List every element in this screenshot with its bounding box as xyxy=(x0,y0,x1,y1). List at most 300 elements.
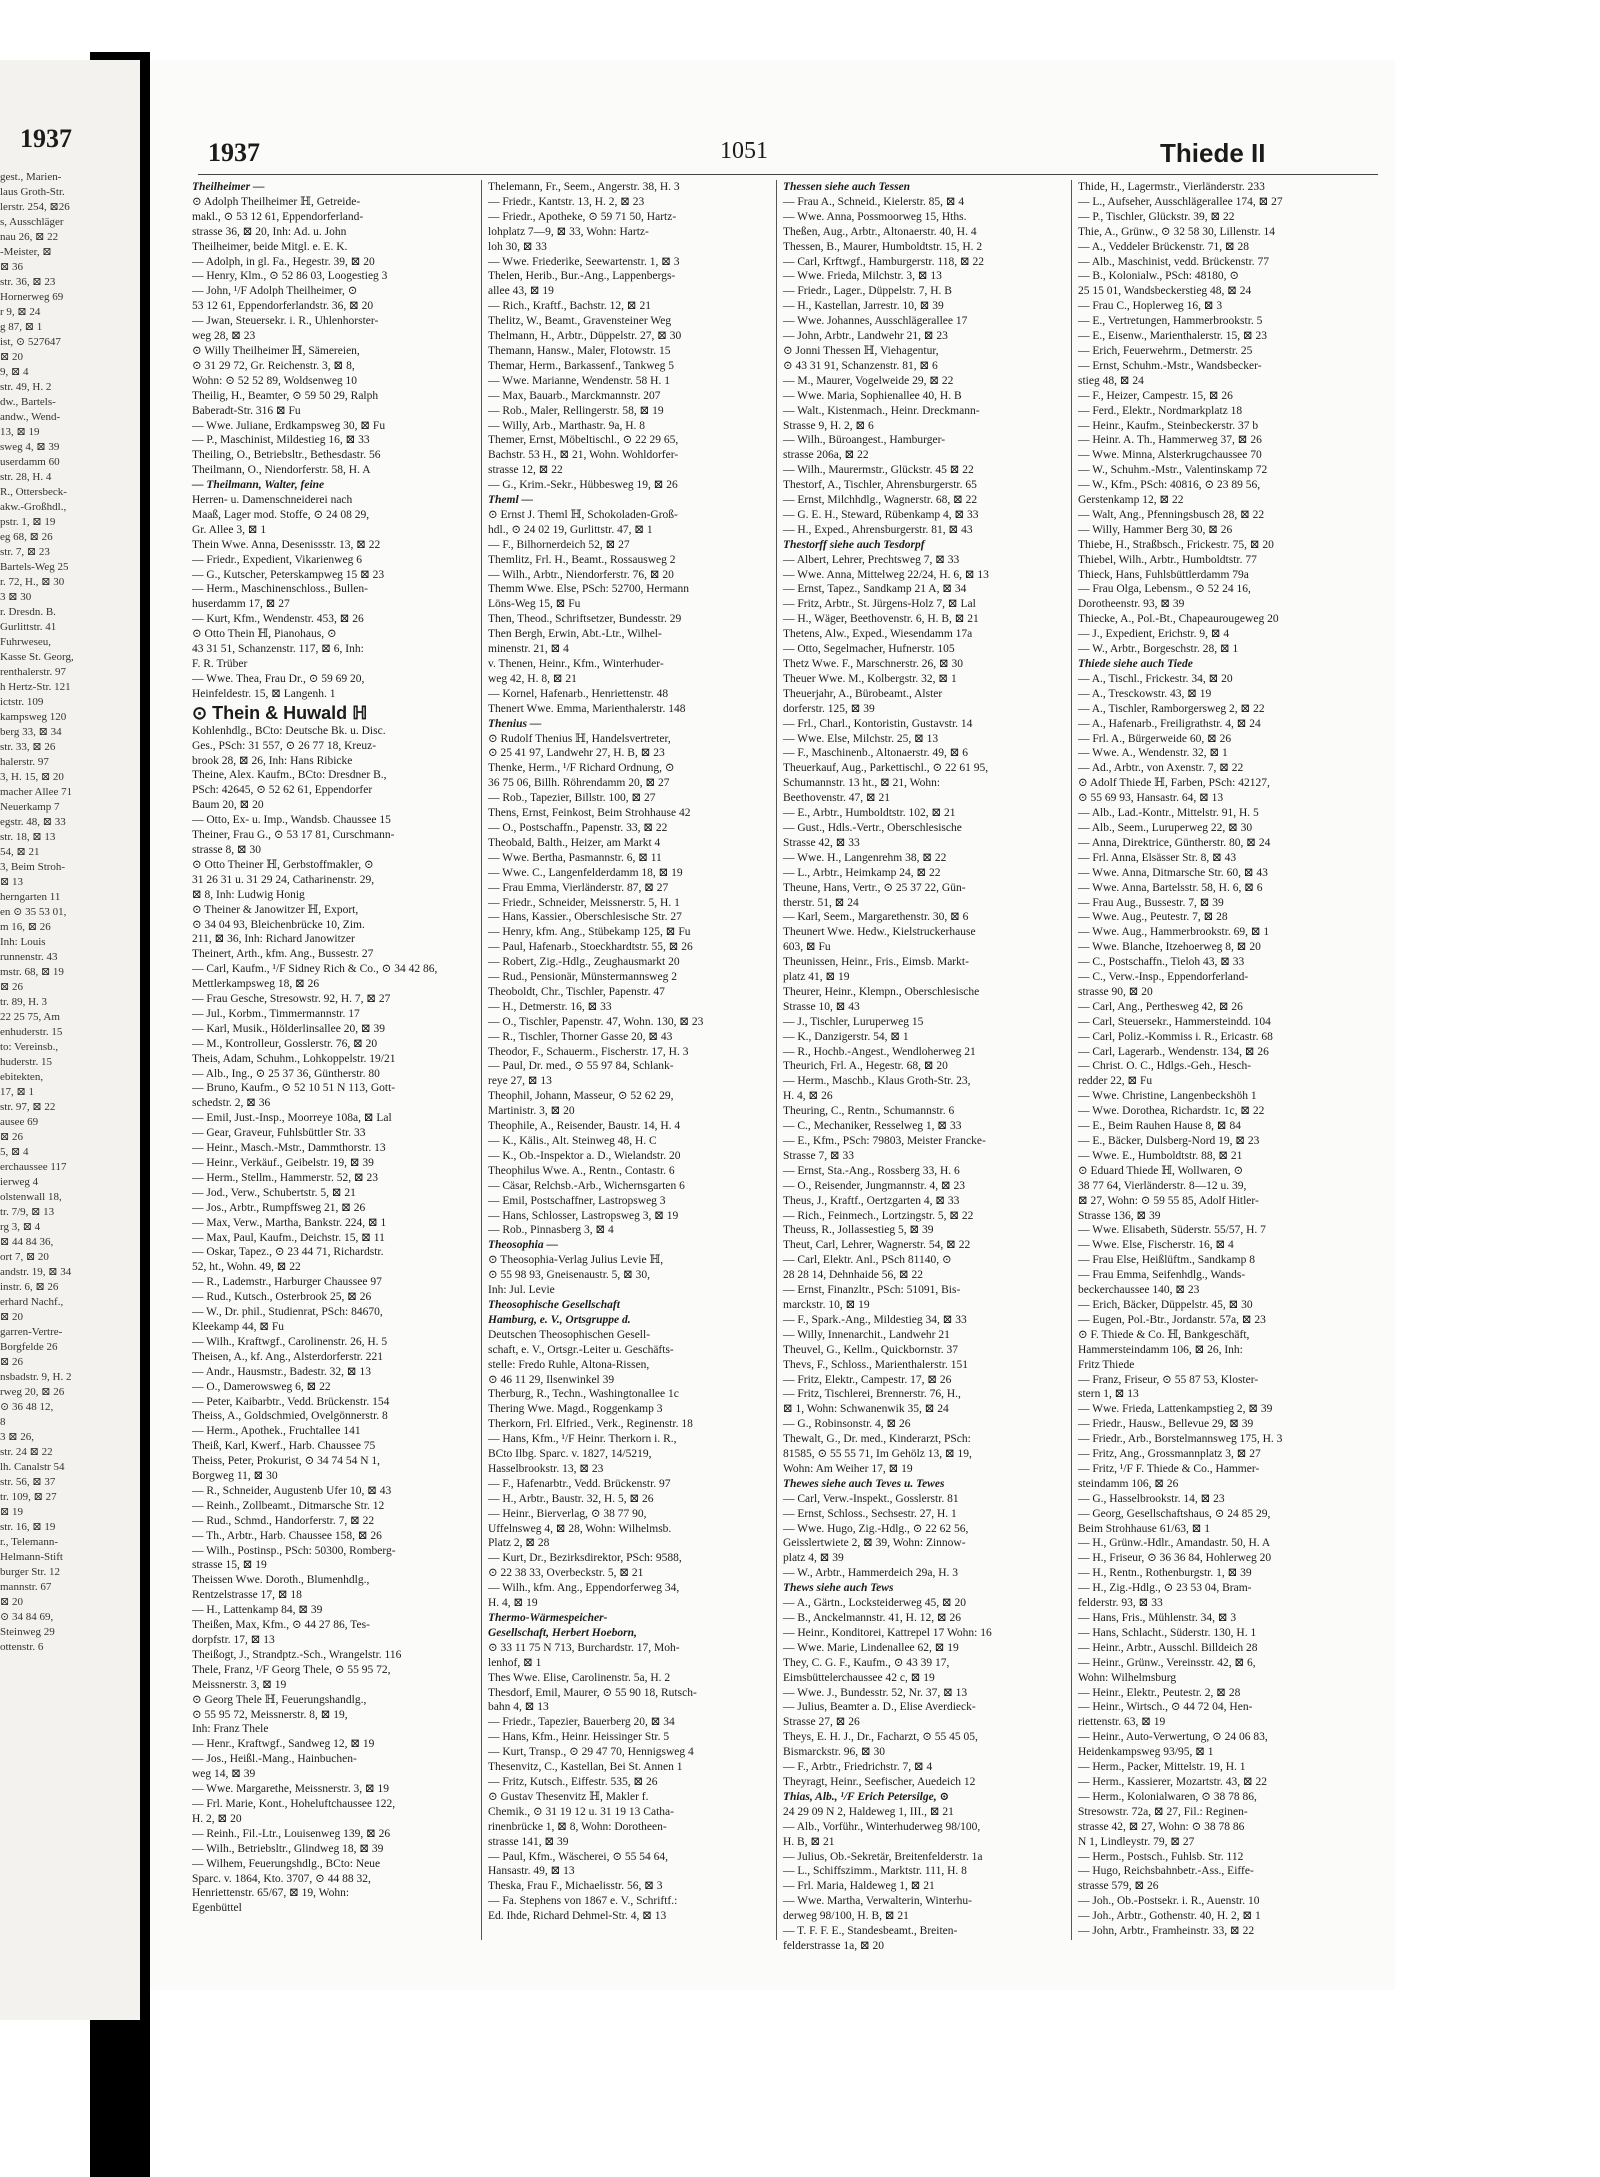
directory-entry: 53 12 61, Eppendorferlandstr. 36, ⊠ 20 xyxy=(192,300,374,313)
fragment-line: r. Dresdn. B. xyxy=(0,606,56,618)
directory-entry: — F., Heizer, Campestr. 15, ⊠ 26 xyxy=(1078,389,1233,402)
directory-entry: — Karl, Musik., Hölderlinsallee 20, ⊠ 39 xyxy=(192,1022,385,1035)
directory-entry: ⊙ 34 04 93, Bleichenbrücke 10, Zim. xyxy=(192,918,365,931)
directory-entry: — Wilh., Kraftwgf., Carolinenstr. 26, H. 5 xyxy=(192,1335,388,1348)
directory-entry: — Frau C., Hoplerweg 16, ⊠ 3 xyxy=(1078,300,1223,313)
directory-entry: — Wilh., Betriebsltr., Glindweg 18, ⊠ 39 xyxy=(192,1842,384,1855)
directory-entry: beckerchaussee 140, ⊠ 23 xyxy=(1078,1284,1200,1297)
fragment-line: str. 28, H. 4 xyxy=(0,471,52,483)
directory-entry: Therburg, R., Techn., Washingtonallee 1c xyxy=(488,1388,679,1401)
directory-entry: — Wwe. Anna, Possmoorweg 15, Hths. xyxy=(783,210,967,223)
directory-entry: — A., Veddeler Brückenstr. 71, ⊠ 28 xyxy=(1078,240,1250,253)
directory-entry: — John, Arbtr., Landwehr 21, ⊠ 23 xyxy=(783,330,948,343)
directory-entry: Borgweg 11, ⊠ 30 xyxy=(192,1470,278,1483)
directory-entry: — K., Danzigerstr. 54, ⊠ 1 xyxy=(783,1030,909,1043)
directory-entry: — Albert, Lehrer, Prechtsweg 7, ⊠ 33 xyxy=(783,553,960,566)
directory-entry: — W., Arbtr., Hammerdeich 29a, H. 3 xyxy=(783,1567,959,1580)
directory-entry: — Fritz, Arbtr., St. Jürgens-Holz 7, ⊠ Lal xyxy=(783,598,976,611)
directory-entry: derweg 98/100, H. B, ⊠ 21 xyxy=(783,1910,909,1923)
fragment-line: mstr. 68, ⊠ 19 xyxy=(0,966,64,978)
directory-entry: strasse 206a, ⊠ 22 xyxy=(783,449,869,462)
fragment-line: 13, ⊠ 19 xyxy=(0,426,40,438)
directory-entry: Beethovenstr. 47, ⊠ 21 xyxy=(783,792,891,805)
directory-entry: strasse 90, ⊠ 20 xyxy=(1078,985,1153,998)
directory-entry: H. 2, ⊠ 20 xyxy=(192,1812,242,1825)
directory-entry: — Friedr., Schneider, Meissnerstr. 5, H. 1 xyxy=(488,896,680,909)
directory-entry: — Ernst, Schloss., Sechsestr. 27, H. 1 xyxy=(783,1507,957,1520)
directory-entry: They, C. G. F., Kaufm., ⊙ 43 39 17, xyxy=(783,1656,950,1669)
fragment-line: ⊙ 36 48 12, xyxy=(0,1401,54,1413)
directory-entry: platz 41, ⊠ 19 xyxy=(783,971,850,984)
directory-entry: — Carl, Ang., Perthesweg 42, ⊠ 26 xyxy=(1078,1000,1243,1013)
directory-entry: — Friedr., Hausw., Bellevue 29, ⊠ 39 xyxy=(1078,1418,1254,1431)
directory-entry: Chemik., ⊙ 31 19 12 u. 31 19 13 Catha- xyxy=(488,1805,674,1818)
directory-entry: — Wwe. Hugo, Zig.-Hdlg., ⊙ 22 62 56, xyxy=(783,1522,969,1535)
directory-entry: — Erich, Feuerwehrm., Detmerstr. 25 xyxy=(1078,344,1253,357)
directory-entry: ⊙ Eduard Thiede ℍ, Wollwaren, ⊙ xyxy=(1078,1164,1244,1177)
header-rule xyxy=(198,174,1378,175)
fragment-line: ⊠ 26 xyxy=(0,1131,23,1143)
directory-entry: — Kurt, Kfm., Wendenstr. 453, ⊠ 26 xyxy=(192,613,364,626)
directory-entry: — Herm., Kassierer, Mozartstr. 43, ⊠ 22 xyxy=(1078,1775,1267,1788)
fragment-line: ⊠ 13 xyxy=(0,876,23,888)
fragment-line: 3 ⊠ 30 xyxy=(0,591,32,603)
directory-columns xyxy=(186,180,1366,1952)
directory-entry: Gerstenkamp 12, ⊠ 22 xyxy=(1078,494,1184,507)
directory-entry: — Cäsar, Relchsb.-Arb., Wichernsgarten 6 xyxy=(488,1179,685,1192)
fragment-line: nsbadstr. 9, H. 2 xyxy=(0,1371,72,1383)
directory-entry: 28 28 14, Dehnhaide 56, ⊠ 22 xyxy=(783,1269,923,1282)
directory-entry: PSch: 42645, ⊙ 52 62 61, Eppendorfer xyxy=(192,784,373,797)
directory-entry: Then, Theod., Schriftsetzer, Bundesstr. 29 xyxy=(488,613,682,626)
directory-entry: Mettlerkampsweg 18, ⊠ 26 xyxy=(192,978,320,991)
directory-entry: Meissnerstr. 3, ⊠ 19 xyxy=(192,1678,287,1691)
fragment-line: halerstr. 97 xyxy=(0,756,49,768)
fragment-line: 9, ⊠ 4 xyxy=(0,366,29,378)
directory-entry: — Hans, Kassier., Oberschlesische Str. 27 xyxy=(488,911,682,924)
directory-entry: — H., Wäger, Beethovenstr. 6, H. B, ⊠ 21 xyxy=(783,613,979,626)
fragment-line: en ⊙ 35 53 01, xyxy=(0,906,67,918)
fragment-line: str. 16, ⊠ 19 xyxy=(0,1521,56,1533)
directory-entry: — Heinr., Konditorei, Kattrepel 17 Wohn: 16 xyxy=(783,1626,992,1639)
directory-column-4 xyxy=(1071,180,1362,1940)
directory-entry: H. 4, ⊠ 19 xyxy=(488,1597,538,1610)
fragment-line: andstr. 19, ⊠ 34 xyxy=(0,1266,72,1278)
directory-entry: — Carl, Krftwgf., Hamburgerstr. 118, ⊠ 22 xyxy=(783,255,984,268)
directory-entry: Thestorf, A., Tischler, Ahrensburgerstr. 65 xyxy=(783,479,977,492)
directory-entry: — Ernst, Sta.-Ang., Rossberg 33, H. 6 xyxy=(783,1164,960,1177)
page-year: 1937 xyxy=(208,138,260,167)
directory-entry: Thiebe, H., Straßbsch., Frickestr. 75, ⊠ 20 xyxy=(1078,538,1274,551)
fragment-line: tr. 89, H. 3 xyxy=(0,996,48,1008)
fragment-line: Bartels-Weg 25 xyxy=(0,561,69,573)
directory-entry: — Friedr., Apotheke, ⊙ 59 71 50, Hartz- xyxy=(488,210,677,223)
directory-entry: Strasse 7, ⊠ 33 xyxy=(783,1149,854,1162)
directory-entry: Thes Wwe. Elise, Carolinenstr. 5a, H. 2 xyxy=(488,1671,671,1684)
directory-entry: — Jwan, Steuersekr. i. R., Uhlenhorster- xyxy=(192,315,379,328)
running-head: Thiede II xyxy=(1160,138,1266,168)
directory-entry: — Herm., Maschinenschloss., Bullen- xyxy=(192,583,368,596)
directory-entry: Themlitz, Frl. H., Beamt., Rossausweg 2 xyxy=(488,553,676,566)
directory-entry: — Fritz, ¹/F F. Thiede & Co., Hammer- xyxy=(1078,1462,1260,1475)
directory-entry: Thesenvitz, C., Kastellan, Bei St. Annen 1 xyxy=(488,1761,683,1774)
directory-entry: 52, ht., Wohn. 49, ⊠ 22 xyxy=(192,1261,301,1274)
directory-entry: — Henr., Kraftwgf., Sandweg 12, ⊠ 19 xyxy=(192,1738,375,1751)
directory-entry: Strasse 27, ⊠ 26 xyxy=(783,1716,860,1729)
directory-entry: Strasse 136, ⊠ 39 xyxy=(1078,1209,1161,1222)
fragment-line: 8 xyxy=(0,1416,6,1428)
directory-entry: steindamm 106, ⊠ 26 xyxy=(1078,1477,1179,1490)
fragment-line: ort 7, ⊠ 20 xyxy=(0,1251,49,1263)
directory-entry: — Fritz, Tischlerei, Brennerstr. 76, H., xyxy=(783,1388,961,1401)
directory-entry: — Rich., Feinmech., Lortzingstr. 5, ⊠ 22 xyxy=(783,1209,974,1222)
directory-entry: — Frau Gesche, Stresowstr. 92, H. 7, ⊠ 27 xyxy=(192,993,391,1006)
directory-entry: — Wilh., Arbtr., Niendorferstr. 76, ⊠ 20 xyxy=(488,568,674,581)
directory-entry: — Wwe. Frieda, Milchstr. 3, ⊠ 13 xyxy=(783,270,942,283)
fragment-line: ierweg 4 xyxy=(0,1176,39,1188)
directory-entry: Strasse 42, ⊠ 33 xyxy=(783,836,860,849)
directory-entry: — H., Grünw.-Hdlr., Amandastr. 50, H. A xyxy=(1078,1537,1271,1550)
directory-entry: — J., Expedient, Erichstr. 9, ⊠ 4 xyxy=(1078,628,1230,641)
directory-entry: — Herm., Stellm., Hammerstr. 52, ⊠ 23 xyxy=(192,1171,378,1184)
directory-entry: Then Bergh, Erwin, Abt.-Ltr., Wilhel- xyxy=(488,628,662,641)
directory-entry: strasse 8, ⊠ 30 xyxy=(192,843,262,856)
directory-entry: Thewalt, G., Dr. med., Kinderarzt, PSch: xyxy=(783,1433,971,1446)
directory-entry: — C., Verw.-Insp., Eppendorferland- xyxy=(1078,971,1249,984)
directory-entry: Thie, A., Grünw., ⊙ 32 58 30, Lillenstr. 14 xyxy=(1078,225,1276,238)
directory-entry: — Frl. A., Bürgerweide 60, ⊠ 26 xyxy=(1078,732,1232,745)
directory-entry: — Carl, Elektr. Anl., PSch 81140, ⊙ xyxy=(783,1254,952,1267)
directory-entry: — E., Arbtr., Humboldtstr. 102, ⊠ 21 xyxy=(783,807,956,820)
directory-entry: Themann, Hansw., Maler, Flotowstr. 15 xyxy=(488,344,671,357)
directory-entry: Theunert Wwe. Hedw., Kielstruckerhause xyxy=(783,926,976,939)
directory-entry: — K., Ob.-Inspektor a. D., Wielandstr. 20 xyxy=(488,1149,681,1162)
fragment-line: m 16, ⊠ 26 xyxy=(0,921,51,933)
directory-entry: Inh: Jul. Levie xyxy=(488,1284,555,1297)
fragment-line: rweg 20, ⊠ 26 xyxy=(0,1386,65,1398)
fragment-line: -Meister, ⊠ xyxy=(0,246,52,258)
directory-entry: Theys, E. H. J., Dr., Facharzt, ⊙ 55 45 05, xyxy=(783,1731,978,1744)
fragment-line: nau 26, ⊠ 22 xyxy=(0,231,59,243)
directory-entry: — Henry, Klm., ⊙ 52 86 03, Loogestieg 3 xyxy=(192,270,388,283)
directory-entry: — Wwe. Maria, Sophienallee 40, H. B xyxy=(783,389,962,402)
fragment-line: pstr. 1, ⊠ 19 xyxy=(0,516,56,528)
directory-entry: — Walt., Kistenmach., Heinr. Dreckmann- xyxy=(783,404,980,417)
directory-entry: loh 30, ⊠ 33 xyxy=(488,240,547,253)
fragment-line: ⊠ 19 xyxy=(0,1506,23,1518)
directory-entry: — Wwe. Minna, Alsterkrugchaussee 70 xyxy=(1078,449,1262,462)
directory-entry: — W., Arbtr., Borgeschstr. 28, ⊠ 1 xyxy=(1078,643,1239,656)
directory-entry: — Frl. Maria, Haldeweg 1, ⊠ 21 xyxy=(783,1880,935,1893)
directory-entry: — Rob., Maler, Rellingerstr. 58, ⊠ 19 xyxy=(488,404,664,417)
directory-entry: Thenke, Herm., ¹/F Richard Ordnung, ⊙ xyxy=(488,762,675,775)
directory-entry: Ed. Ihde, Richard Dehmel-Str. 4, ⊠ 13 xyxy=(488,1910,667,1923)
directory-entry: Thide, H., Lagermstr., Vierländerstr. 233 xyxy=(1078,181,1265,193)
directory-entry: dorferstr. 125, ⊠ 39 xyxy=(783,702,875,715)
directory-entry: Theska, Frau F., Michaelisstr. 56, ⊠ 3 xyxy=(488,1880,663,1893)
fragment-line: 3, Beim Stroh- xyxy=(0,861,66,873)
directory-entry: hdl., ⊙ 24 02 19, Gurlittstr. 47, ⊠ 1 xyxy=(488,523,653,536)
directory-entry: dorpfstr. 17, ⊠ 13 xyxy=(192,1634,275,1646)
directory-entry: — Wilh., kfm. Ang., Eppendorferweg 34, xyxy=(488,1582,680,1595)
directory-entry: Theiling, O., Betriebsltr., Bethesdastr. 56 xyxy=(192,449,381,462)
directory-entry: — O., Damerowsweg 6, ⊠ 22 xyxy=(192,1380,331,1393)
directory-entry: — Wwe. Johannes, Ausschlägerallee 17 xyxy=(783,315,968,328)
directory-entry: Heinfeldestr. 15, ⊠ Langenh. 1 xyxy=(192,687,336,700)
directory-entry: — Frau Olga, Lebensm., ⊙ 52 24 16, xyxy=(1078,583,1251,596)
fragment-line: huderstr. 15 xyxy=(0,1056,52,1068)
directory-entry: ⊙ 55 95 72, Meissnerstr. 8, ⊠ 19, xyxy=(192,1708,348,1721)
directory-entry: BCto Ilbg. Sparc. v. 1827, 14/5219, xyxy=(488,1448,652,1461)
directory-entry: Wohn: Wilhelmsburg xyxy=(1078,1671,1177,1684)
directory-entry: Theuer Wwe. M., Kolbergstr. 32, ⊠ 1 xyxy=(783,672,957,685)
directory-entry: — Frau Emma, Vierländerstr. 87, ⊠ 27 xyxy=(488,881,669,894)
fragment-line: egstr. 48, ⊠ 33 xyxy=(0,816,66,828)
directory-entry: — Wwe. Friederike, Seewartenstr. 1, ⊠ 3 xyxy=(488,255,680,268)
fragment-line: r 9, ⊠ 24 xyxy=(0,306,41,318)
directory-entry: — G., Kutscher, Peterskampweg 15 ⊠ 23 xyxy=(192,568,385,581)
directory-entry: Thelemann, Fr., Seem., Angerstr. 38, H. 3 xyxy=(488,181,680,193)
directory-entry: — Rich., Kraftf., Bachstr. 12, ⊠ 21 xyxy=(488,300,651,313)
directory-entry: strasse 141, ⊠ 39 xyxy=(488,1835,569,1848)
directory-entry: — Ad., Arbtr., von Axenstr. 7, ⊠ 22 xyxy=(1078,762,1244,775)
directory-entry: Hammersteindamm 106, ⊠ 26, Inh: xyxy=(1078,1343,1243,1356)
firm-heading: ⊙ Thein & Huwald ℍ xyxy=(192,702,368,723)
directory-entry: Theissen Wwe. Doroth., Blumenhdlg., xyxy=(192,1574,370,1587)
directory-entry: — M., Kontrolleur, Gosslerstr. 76, ⊠ 20 xyxy=(192,1037,378,1050)
directory-entry: 31 26 31 u. 31 29 24, Catharinenstr. 29, xyxy=(192,873,375,886)
fragment-line: mannstr. 67 xyxy=(0,1581,52,1593)
directory-entry: — Wwe. Elisabeth, Süderstr. 55/57, H. 7 xyxy=(1078,1224,1266,1237)
directory-entry: — H., Kastellan, Jarrestr. 10, ⊠ 39 xyxy=(783,300,944,313)
directory-entry: Thews siehe auch Tews xyxy=(783,1582,894,1595)
fragment-line: Borgfelde 26 xyxy=(0,1341,58,1353)
directory-entry: — Alb., Ing., ⊙ 25 37 36, Güntherstr. 80 xyxy=(192,1067,380,1080)
directory-entry: — Friedr., Tapezier, Bauerberg 20, ⊠ 34 xyxy=(488,1716,675,1729)
directory-entry: — E., Beim Rauhen Hause 8, ⊠ 84 xyxy=(1078,1120,1241,1133)
directory-entry: huserdamm 17, ⊠ 27 xyxy=(192,598,290,611)
directory-entry: — E., Eisenw., Marienthalerstr. 15, ⊠ 23 xyxy=(1078,330,1268,343)
directory-entry: — Joh., Arbtr., Gothenstr. 40, H. 2, ⊠ 1 xyxy=(1078,1910,1261,1923)
directory-entry: — Wwe. Anna, Mittelweg 22/24, H. 6, ⊠ 13 xyxy=(783,568,989,581)
fragment-line: ⊠ 20 xyxy=(0,1596,23,1608)
directory-entry: — Wwe. Juliane, Erdkampsweg 30, ⊠ Fu xyxy=(192,419,386,432)
fragment-line: ictstr. 109 xyxy=(0,696,44,708)
directory-entry: — Hans, Fris., Mühlenstr. 34, ⊠ 3 xyxy=(1078,1612,1237,1624)
directory-entry: ⊙ Otto Thein ℍ, Pianohaus, ⊙ xyxy=(192,628,337,641)
page-number: 1051 xyxy=(720,138,768,164)
directory-entry: Kohlenhdlg., BCto: Deutsche Bk. u. Disc. xyxy=(192,724,386,737)
directory-entry: — C., Mechaniker, Resselweg 1, ⊠ 33 xyxy=(783,1120,962,1133)
directory-entry: stern 1, ⊠ 13 xyxy=(1078,1388,1139,1401)
directory-entry: Baberadt-Str. 316 ⊠ Fu xyxy=(192,404,301,417)
directory-entry: ⊙ 33 11 75 N 713, Burchardstr. 17, Moh- xyxy=(488,1641,680,1654)
directory-entry: — Carl, Lagerarb., Wendenstr. 134, ⊠ 26 xyxy=(1078,1045,1269,1058)
directory-entry: F. R. Trüber xyxy=(192,658,248,670)
fragment-line: Inh: Louis xyxy=(0,936,46,948)
directory-entry: 36 75 06, Billh. Röhrendamm 20, ⊠ 27 xyxy=(488,777,670,790)
directory-entry: Henriettenstr. 65/67, ⊠ 19, Wohn: xyxy=(192,1887,350,1900)
directory-entry: — Rud., Schmd., Handorferstr. 7, ⊠ 22 xyxy=(192,1514,375,1527)
fragment-line: str. 56, ⊠ 37 xyxy=(0,1476,56,1488)
directory-entry: Theiss, Peter, Prokurist, ⊙ 34 74 54 N 1, xyxy=(192,1455,381,1468)
directory-entry: Thelen, Herib., Bur.-Ang., Lappenbergs- xyxy=(488,270,676,283)
directory-entry: Inh: Franz Thele xyxy=(192,1723,269,1736)
directory-entry: — Wwe. Frieda, Lattenkampstieg 2, ⊠ 39 xyxy=(1078,1403,1273,1416)
directory-entry: — Henry, kfm. Ang., Stübekamp 125, ⊠ Fu xyxy=(488,926,691,939)
directory-entry: — R., Schneider, Augustenb Ufer 10, ⊠ 43 xyxy=(192,1484,392,1497)
directory-entry: — Rob., Pinnasberg 3, ⊠ 4 xyxy=(488,1224,614,1237)
directory-entry: Gesellschaft, Herbert Hoeborn, xyxy=(488,1626,637,1639)
directory-entry: — Emil, Just.-Insp., Moorreye 108a, ⊠ Lal xyxy=(192,1112,392,1125)
directory-entry: — C., Postschaffn., Tieloh 43, ⊠ 33 xyxy=(1078,956,1245,969)
directory-entry: — Friedr., Kantstr. 13, H. 2, ⊠ 23 xyxy=(488,195,645,208)
directory-entry: — H., Rentn., Rothenburgstr. 1, ⊠ 39 xyxy=(1078,1567,1252,1580)
directory-entry: ⊙ Willy Theilheimer ℍ, Sämereien, xyxy=(192,344,360,357)
directory-entry: — R., Tischler, Thorner Gasse 20, ⊠ 43 xyxy=(488,1030,673,1043)
directory-entry: schaft, e. V., Ortsgr.-Leiter u. Geschäfts- xyxy=(488,1343,674,1356)
directory-entry: Bismarckstr. 96, ⊠ 30 xyxy=(783,1746,885,1759)
directory-entry: 43 31 51, Schanzenstr. 117, ⊠ 6, Inh: xyxy=(192,643,364,656)
directory-entry: Theus, J., Kraftf., Oertzgarten 4, ⊠ 33 xyxy=(783,1194,960,1207)
directory-entry: — Reinh., Zollbeamt., Ditmarsche Str. 12 xyxy=(192,1499,385,1512)
directory-entry: — Wwe. Dorothea, Richardstr. 1c, ⊠ 22 xyxy=(1078,1105,1265,1118)
directory-entry: lohplatz 7—9, ⊠ 33, Wohn: Hartz- xyxy=(488,225,649,238)
directory-entry: Herren- u. Damenschneiderei nach xyxy=(192,494,353,507)
directory-entry: — Heinr. A. Th., Hammerweg 37, ⊠ 26 xyxy=(1078,434,1262,447)
directory-entry: — F., Maschinenb., Altonaerstr. 49, ⊠ 6 xyxy=(783,747,969,760)
directory-entry: — G. E. H., Steward, Rübenkamp 4, ⊠ 33 xyxy=(783,508,979,521)
directory-entry: — Reinh., Fil.-Ltr., Louisenweg 139, ⊠ 26 xyxy=(192,1827,391,1840)
directory-entry: — Julius, Beamter a. D., Elise Averdieck- xyxy=(783,1701,976,1714)
directory-entry: Theine, Alex. Kaufm., BCto: Dresdner B., xyxy=(192,769,387,782)
directory-entry: Theurich, Frl. A., Hegestr. 68, ⊠ 20 xyxy=(783,1060,948,1073)
directory-entry: — F., Arbtr., Friedrichstr. 7, ⊠ 4 xyxy=(783,1761,933,1774)
directory-entry: ⊙ Georg Thele ℍ, Feuerungshandlg., xyxy=(192,1693,367,1706)
fragment-line: lerstr. 254, ⊠26 xyxy=(0,201,70,213)
directory-entry: Themar, Herm., Barkassenf., Tankweg 5 xyxy=(488,359,674,372)
directory-entry: — Friedr., Expedient, Vikarienweg 6 xyxy=(192,553,362,566)
fragment-line: dw., Bartels- xyxy=(0,396,56,408)
directory-entry: — H., Arbtr., Baustr. 32, H. 5, ⊠ 26 xyxy=(488,1492,654,1505)
directory-entry: — Ernst, Finanzltr., PSch: 51091, Bis- xyxy=(783,1284,961,1297)
fragment-line: h Hertz-Str. 121 xyxy=(0,681,71,693)
directory-entry: weg 14, ⊠ 39 xyxy=(192,1768,256,1781)
fragment-line: ist, ⊙ 527647 xyxy=(0,336,61,348)
fragment-line: 3, H. 15, ⊠ 20 xyxy=(0,771,64,783)
directory-entry: — G., Hasselbrookstr. 14, ⊠ 23 xyxy=(1078,1492,1225,1505)
directory-entry: — Paul, Hafenarb., Stoeckhardtstr. 55, ⊠ 26 xyxy=(488,941,693,954)
directory-entry: Thering Wwe. Magd., Roggenkamp 3 xyxy=(488,1403,663,1416)
directory-entry: platz 4, ⊠ 39 xyxy=(783,1552,844,1565)
directory-entry: — Fa. Stephens von 1867 e. V., Schriftf.: xyxy=(488,1895,678,1908)
directory-entry: 38 77 64, Vierländerstr. 8—12 u. 39, xyxy=(1078,1179,1247,1192)
directory-entry: — L., Aufseher, Ausschlägerallee 174, ⊠ 27 xyxy=(1078,195,1283,208)
directory-entry: bahn 4, ⊠ 13 xyxy=(488,1701,549,1714)
directory-entry: ⊙ Ernst J. Theml ℍ, Schokoladen-Groß- xyxy=(488,508,678,521)
directory-entry: Heidenkampsweg 93/95, ⊠ 1 xyxy=(1078,1746,1214,1759)
directory-entry: v. Thenen, Heinr., Kfm., Winterhuder- xyxy=(488,658,664,670)
directory-entry: strasse 12, ⊠ 22 xyxy=(488,464,563,477)
directory-entry: Theut, Carl, Lehrer, Wagnerstr. 54, ⊠ 22 xyxy=(783,1239,971,1252)
directory-entry: Thenius — xyxy=(488,717,542,730)
directory-entry: Theinert, Arth., kfm. Ang., Bussestr. 27 xyxy=(192,948,374,961)
fragment-line: 5, ⊠ 4 xyxy=(0,1146,29,1158)
directory-entry: — Oskar, Tapez., ⊙ 23 44 71, Richardstr. xyxy=(192,1246,384,1259)
fragment-line: kampsweg 120 xyxy=(0,711,67,723)
directory-entry: 24 29 09 N 2, Haldeweg 1, III., ⊠ 21 xyxy=(783,1805,954,1818)
directory-entry: — Heinr., Arbtr., Ausschl. Billdeich 28 xyxy=(1078,1641,1258,1654)
directory-entry: Stresowstr. 72a, ⊠ 27, Fil.: Reginen- xyxy=(1078,1805,1248,1818)
directory-entry: Deutschen Theosophischen Gesell- xyxy=(488,1328,651,1341)
directory-entry: — Alb., Maschinist, vedd. Brückenstr. 77 xyxy=(1078,255,1270,268)
directory-entry: Theoboldt, Chr., Tischler, Papenstr. 47 xyxy=(488,985,665,998)
directory-entry: Wohn: Am Weiher 17, ⊠ 19 xyxy=(783,1462,913,1475)
directory-entry: — W., Dr. phil., Studienrat, PSch: 84670, xyxy=(192,1306,383,1319)
directory-page xyxy=(150,60,1395,1990)
directory-entry: Theuss, R., Jollassestieg 5, ⊠ 39 xyxy=(783,1224,934,1237)
directory-entry: — Fritz, Kutsch., Eiffestr. 535, ⊠ 26 xyxy=(488,1775,658,1788)
directory-entry: ⊙ Adolf Thiede ℍ, Farben, PSch: 42127, xyxy=(1078,777,1270,790)
directory-entry: — Hans, Kfm., ¹/F Heinr. Therkorn i. R., xyxy=(488,1433,677,1446)
directory-entry: Theobald, Balth., Heizer, am Markt 4 xyxy=(488,836,661,849)
directory-entry: — P., Tischler, Glückstr. 39, ⊠ 22 xyxy=(1078,210,1235,223)
directory-entry: — Frau Aug., Bussestr. 7, ⊠ 39 xyxy=(1078,896,1224,909)
directory-entry: — R., Lademstr., Harburger Chaussee 97 xyxy=(192,1276,382,1289)
directory-entry: — Herm., Packer, Mittelstr. 19, H. 1 xyxy=(1078,1761,1246,1774)
directory-entry: — G., Krim.-Sekr., Hübbesweg 19, ⊠ 26 xyxy=(488,479,678,492)
directory-entry: Themer, Ernst, Möbeltischl., ⊙ 22 29 65, xyxy=(488,434,679,447)
directory-entry: Thelitz, W., Beamt., Gravensteiner Weg xyxy=(488,315,672,328)
directory-entry: Theophile, A., Reisender, Baustr. 14, H. 4 xyxy=(488,1120,681,1133)
directory-entry: ⊙ Rudolf Thenius ℍ, Handelsvertreter, xyxy=(488,732,671,745)
directory-entry: — Friedr., Arb., Borstelmannsweg 175, H. 3 xyxy=(1078,1433,1283,1446)
directory-entry: Hamburg, e. V., Ortsgruppe d. xyxy=(488,1313,631,1326)
directory-entry: Theodor, F., Schauerm., Fischerstr. 17, H. 3 xyxy=(488,1045,689,1058)
directory-entry: Beim Strohhause 61/63, ⊠ 1 xyxy=(1078,1522,1210,1535)
directory-entry: — Bruno, Kaufm., ⊙ 52 10 51 N 113, Gott- xyxy=(192,1082,396,1095)
directory-entry: Theosophische Gesellschaft xyxy=(488,1298,620,1311)
directory-entry: — W., Schuhm.-Mstr., Valentinskamp 72 xyxy=(1078,464,1268,477)
fragment-line: ebitekten, xyxy=(0,1071,44,1083)
directory-entry: ⊙ 55 98 93, Gneisenaustr. 5, ⊠ 30, xyxy=(488,1269,651,1282)
directory-column-1 xyxy=(186,180,476,1940)
directory-entry: Thiebel, Wilh., Arbtr., Humboldtstr. 77 xyxy=(1078,553,1257,566)
directory-entry: — Kornel, Hafenarb., Henriettenstr. 48 xyxy=(488,687,669,700)
directory-entry: — F., Hafenarbtr., Vedd. Brückenstr. 97 xyxy=(488,1477,671,1490)
fragment-line: 22 25 75, Am xyxy=(0,1011,60,1023)
fragment-line: instr. 6, ⊠ 26 xyxy=(0,1281,59,1293)
directory-entry: Theißen, Max, Kfm., ⊙ 44 27 86, Tes- xyxy=(192,1619,370,1632)
fragment-line: macher Allee 71 xyxy=(0,786,73,798)
directory-entry: — H., Zig.-Hdlg., ⊙ 23 53 04, Bram- xyxy=(1078,1582,1252,1595)
fragment-line: userdamm 60 xyxy=(0,456,60,468)
directory-entry: Geisslertwiete 2, ⊠ 39, Wohn: Zinnow- xyxy=(783,1537,966,1550)
fragment-line: ⊠ 20 xyxy=(0,351,23,363)
directory-entry: — G., Robinsonstr. 4, ⊠ 26 xyxy=(783,1418,911,1431)
directory-entry: schedstr. 2, ⊠ 36 xyxy=(192,1097,271,1110)
directory-entry: therstr. 51, ⊠ 24 xyxy=(783,896,859,909)
directory-entry: Martinistr. 3, ⊠ 20 xyxy=(488,1105,575,1118)
fragment-line: sweg 4, ⊠ 39 xyxy=(0,441,60,453)
directory-entry: H. B, ⊠ 21 xyxy=(783,1835,835,1848)
fragment-line: gest., Marien- xyxy=(0,171,62,183)
directory-entry: — Ferd., Elektr., Nordmarkplatz 18 xyxy=(1078,404,1243,417)
fragment-line: Kasse St. Georg, xyxy=(0,651,74,663)
directory-entry: — Friedr., Lager., Düppelstr. 7, H. B xyxy=(783,285,952,298)
directory-entry: — P., Maschinist, Mildestieg 16, ⊠ 33 xyxy=(192,434,370,447)
directory-entry: Theuvel, G., Kellm., Quickbornstr. 37 xyxy=(783,1343,959,1356)
